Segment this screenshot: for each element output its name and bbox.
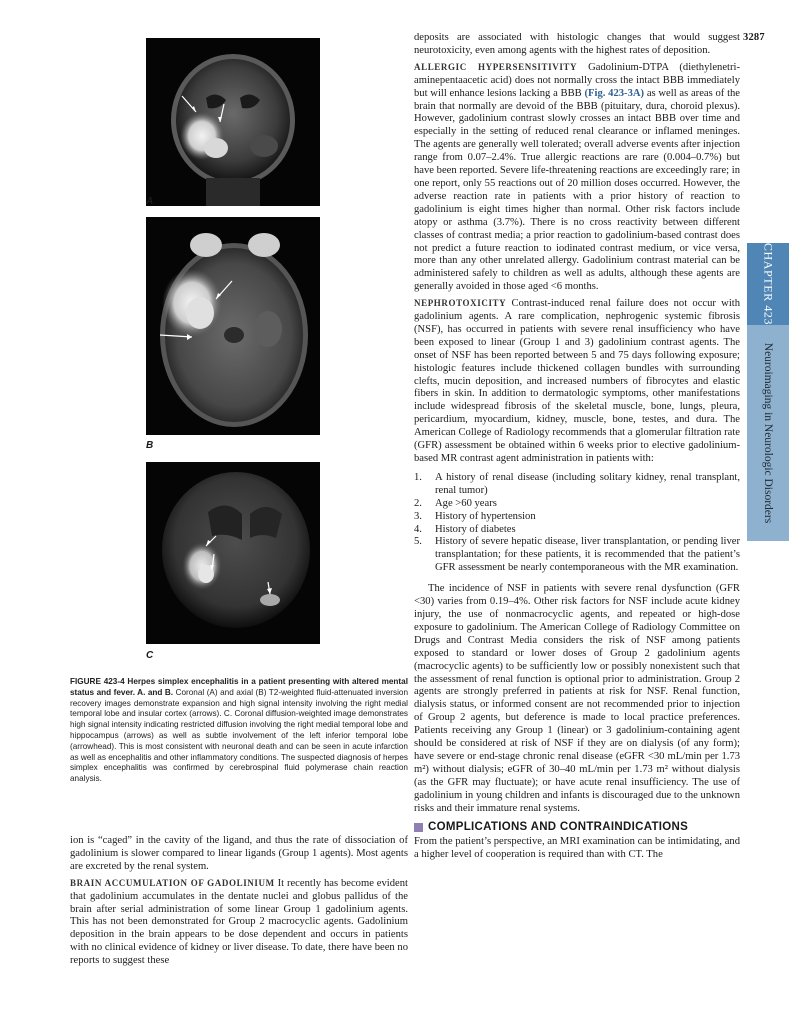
mri-panel-c: [146, 462, 320, 644]
allergic-paragraph: [414, 61, 740, 294]
nsf-incidence-paragraph: The incidence of NSF in patients with severe renal dysfunction (GFR <30) varies from 0.19–4%. Other risk factors for NSF include acute kidney injury, the use of nonmacrocyclic agents, and repeated or high-dose exposure to gadolinium. The American College of Radiology Committee on Drugs and Contrast Media considers the risk of NSF among patients exposed to standard or lower doses of Group 2 gadolinium agents (macrocyclic agents) to be sufficiently low or possibly nonexistent such that the assessment of renal function is optional prior to administration. Group 2 agents are strongly preferred in patients at risk for NSF. Renal function, dialysis status, or informed consent are not recommended prior to injection of Group 2 agents, but deference is made to local practice preferences. Patients receiving any Group 1 (linear) or 3 gadolinium-containing agent should be considered at risk of NSF if they are on dialysis (of any form); have severe or end-stage chronic renal disease (eGFR <30 mL/min per 1.73 m²) without dialysis; eGFR of 30–40 mL/min per 1.73 m² without dialysis (as the GFR may fluctuate); or have acute renal insufficiency. The use of gadolinium in young children and infants is discouraged due to the unknown risks and their immature renal systems.: [414, 583, 740, 814]
nephrotoxicity-text: Contrast-induced renal failure does not occur with gadolinium agents. A rare complication, nephrogenic systemic fibrosis (NSF), has occurred in patients with severe renal insufficiency who have been exposed to linear (Group 1 and 3) gadolinium contrast agents. The onset of NSF has been reported between 5 and 75 days following exposure; histologic features include thickened collagen bundles with surrounding clefts, mucin deposition, and increased numbers of fibrocytes and elastic fibers in skin. In addition to dermatologic symptoms, other manifestations include widespread fibrosis of the skeletal muscle, bone, lungs, pleura, pericardium, myocardium, kidney, muscle, bone, testes, and dura. The American College of Radiology recommends that a glomerular filtration rate (GFR) assessment be obtained within 6 weeks prior to elective gadolinium-based MR contrast agent administration in patients with:: [414, 298, 741, 464]
mri-axial-flair-image: [146, 217, 320, 435]
allergic-head: ALLERGIC HYPERSENSITIVITY: [414, 61, 578, 72]
brain-accumulation-text: It recently has become evident that gadolinium accumulates in the dentate nuclei and globus pallidus of the brain after serial administration of some linear Group 1 gadolinium agents. This has not been demonstrated for Group 2 macrocyclic agents. Gadolinium deposition in the brain appears to be dose dependent and occurs in patients with no clinical evidence of kidney or liver disease. To date, there have been no reports to suggest these: [70, 877, 408, 967]
section-title: COMPLICATIONS AND CONTRAINDICATIONS: [428, 821, 689, 834]
panel-label-a: A: [146, 196, 154, 207]
list-item: 4. History of diabetes: [414, 523, 516, 535]
nephrotoxicity-paragraph: [414, 297, 740, 466]
panel-label-c: C: [146, 650, 154, 661]
chapter-side-tab: [747, 243, 789, 541]
mri-panel-b: [146, 217, 320, 435]
left-para-1: ion is “caged” in the cavity of the ligand, and thus the rate of dissociation of gadolinium is slower compared to linear ligands (Group 1 agents). Most agents are excreted by the renal system.: [70, 835, 408, 872]
allergic-text-b: as well as areas of the brain that normally are devoid of the BBB (pituitary, dura, choroid plexus). However, gadolinium contrast slowly crosses an intact BBB over time and especially in the setting of reduced renal clearance or inflamed meninges. The agents are generally well tolerated; overall adverse events after injection range from 0.07–2.4%. True allergic reactions are rare (0.004–0.7%) but have been reported. Severe life-threatening reactions are exceedingly rare; in one report, only 55 reactions out of 20 million doses occurred. However, the adverse reaction rate in patients with a prior history of reaction to gadolinium is eight times higher than normal. Other risk factors include atopy or asthma (3.7%). There is no cross reactivity between different classes of contrast media; a prior reaction to gadolinium-based contrast does not predict a future reaction to iodinated contrast medium, or vice versa, more than any other unrelated allergy. Gadolinium contrast material can be administered safely to children as well as adults, although these agents are generally avoided in those aged <6 months.: [414, 87, 741, 293]
allergic-text-a: Gadolinium-DTPA (diethylenetri-aminepentaacetic acid) does not normally cross the intact BBB immediately but will enhance lesions lacking a BBB: [414, 61, 740, 99]
list-item: 2. Age >60 years: [414, 497, 497, 509]
figure-ref-link[interactable]: (Fig. 423-3A): [584, 87, 645, 99]
figure-caption: [70, 677, 408, 785]
chapter-title: Neuroimaging in Neurologic Disorders: [762, 342, 774, 524]
mri-panel-a: [146, 38, 320, 206]
list-item: 1. A history of renal disease (including solitary kidney, renal transplant, renal tumor): [414, 471, 740, 496]
mri-coronal-dwi-image: [146, 462, 320, 644]
right-para-0: deposits are associated with histologic changes that would suggest neurotoxicity, even among agents with the highest rates of deposition.: [414, 32, 740, 56]
risk-criteria-list: [414, 472, 740, 575]
section-marker-icon: [414, 823, 423, 832]
chapter-label: CHAPTER 423: [761, 243, 776, 326]
section-heading: [414, 821, 740, 834]
left-column: [70, 835, 408, 968]
brain-accumulation-head: BRAIN ACCUMULATION OF GADOLINIUM: [70, 877, 275, 888]
section-intro-paragraph: From the patient’s perspective, an MRI examination can be intimidating, and a higher level of cooperation is required than with CT. The: [414, 836, 740, 861]
mri-coronal-flair-image: [146, 38, 320, 206]
figure-caption-head: FIGURE 423-4 Herpes simplex encephalitis in a patient presenting with altered mental status and fever. A. and B.: [70, 677, 408, 697]
nephrotoxicity-head: NEPHROTOXICITY: [414, 298, 507, 309]
figure-caption-body: Coronal (A) and axial (B) T2-weighted fluid-attenuated inversion recovery images demonstrate expansion and high signal intensity involving the right medial temporal lobe and insular cortex (arrows). C. Coronal diffusion-weighted image demonstrates high signal intensity indicating restricted diffusion involving the right medial temporal lobe and hippocampus (arrows) as well as subtle involvement of the left inferior temporal lobe (arrowhead). This is most consistent with neuronal death and can be seen in acute infarction as well as encephalitis and other inflammatory conditions. The suspected diagnosis of herpes simplex encephalitis was confirmed by cerebrospinal fluid polymerase chain reaction analysis.: [70, 687, 409, 784]
brain-accumulation-paragraph: [70, 877, 408, 968]
panel-label-b: B: [146, 440, 154, 451]
right-column: [414, 32, 740, 862]
list-item: 5. History of severe hepatic disease, liver transplantation, or pending liver transplantation; for these patients, it is recommended that the patient’s GFR assessment be nearly contemporaneous with the MR examination.: [414, 536, 740, 574]
list-item: 3. History of hypertension: [414, 510, 536, 522]
page-number: 3287: [743, 32, 765, 43]
